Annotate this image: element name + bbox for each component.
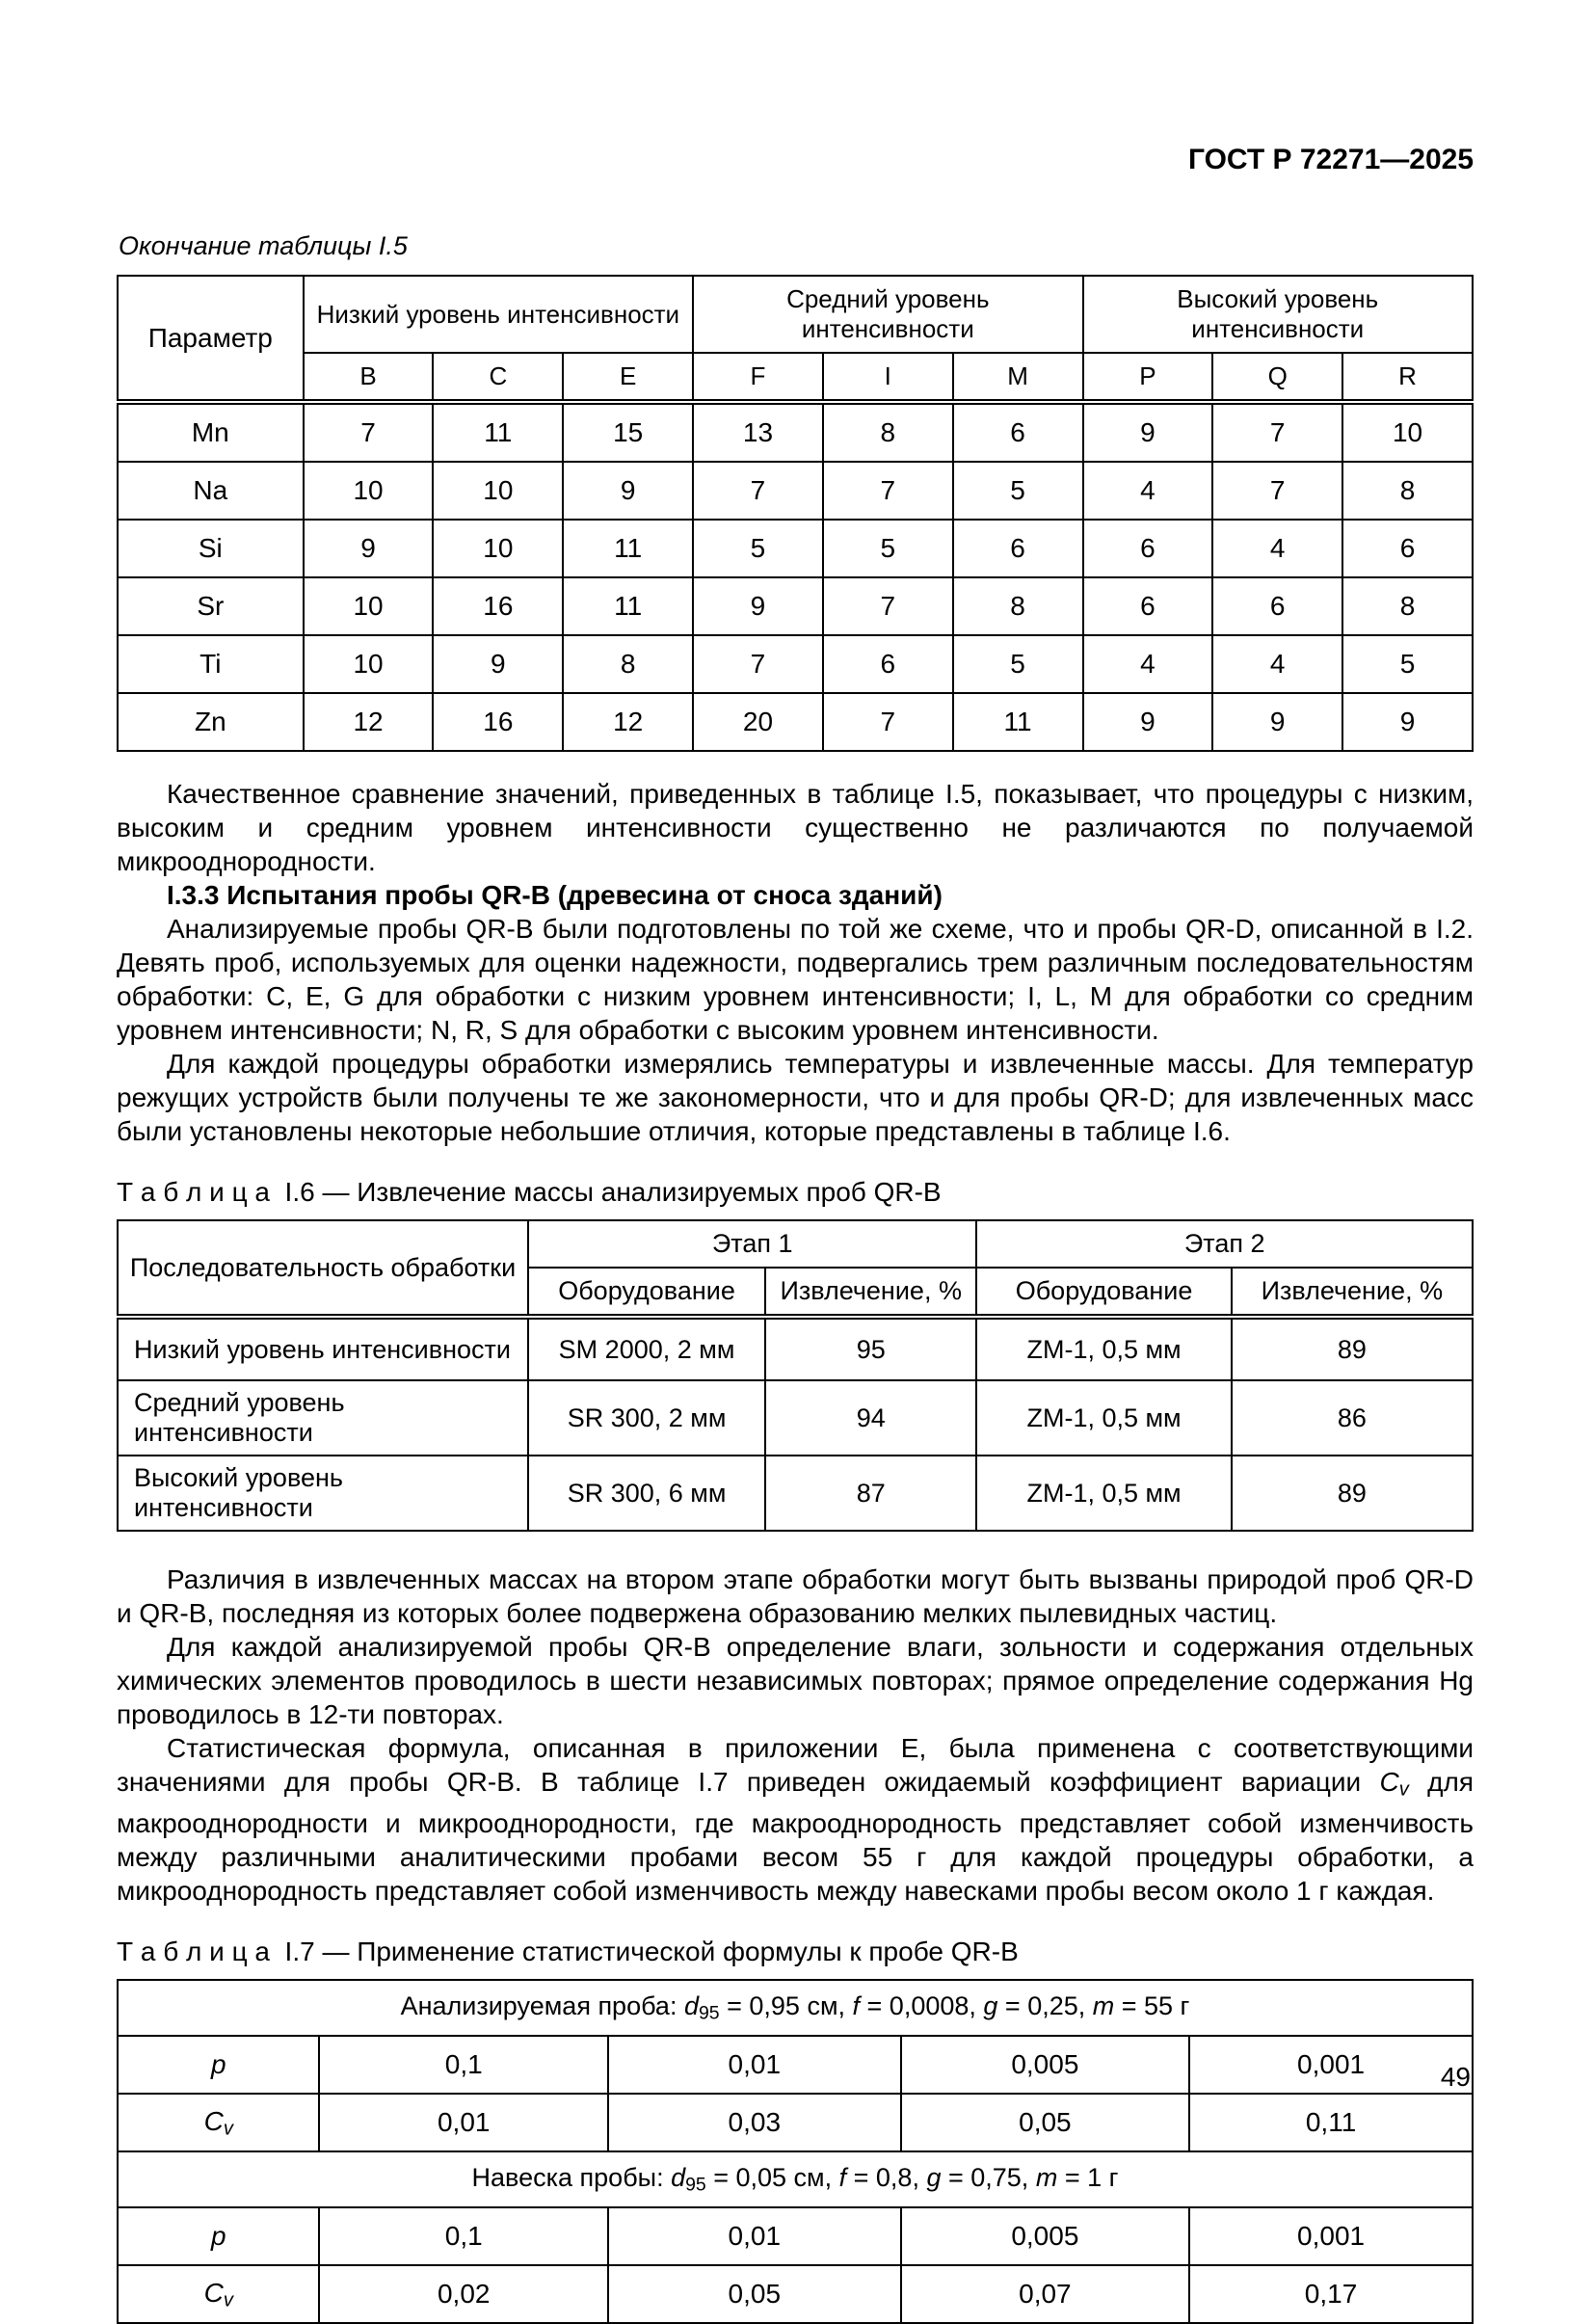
param-cell: Ti xyxy=(118,635,304,693)
column-group-stage2: Этап 2 xyxy=(976,1220,1473,1268)
cell: 0,02 xyxy=(319,2265,607,2323)
group-header-test-portion: Навеска пробы: d95 = 0,05 см, f = 0,8, g = 0,75, m = 1 г xyxy=(118,2151,1473,2207)
cell: 10 xyxy=(1342,402,1473,462)
column-group-medium-intensity: Средний уровень интенсивности xyxy=(693,276,1082,353)
table-i5 xyxy=(117,275,1474,752)
table-row xyxy=(118,276,1473,353)
cell: 5 xyxy=(693,520,823,577)
cell: 8 xyxy=(1342,462,1473,520)
row-label-p: p xyxy=(118,2036,319,2094)
table-row xyxy=(118,635,1473,693)
cell: 9 xyxy=(693,577,823,635)
paragraph: Статистическая формула, описанная в приложении E, была применена с соответствующими значениями для пробы QR-B. В таблице I.7 приведен ожидаемый коэффициент вариации Cv для макрооднородности и микрооднородности, где макрооднородность представляет собой изменчивость между различными аналитическими пробами весом 55 г для каждой процедуры обработки, а микрооднородность представляет собой изменчивость между навесками пробы весом около 1 г каждая. xyxy=(117,1733,1474,1907)
cell: 8 xyxy=(953,577,1083,635)
column-header: M xyxy=(953,353,1083,402)
cell: 7 xyxy=(823,462,953,520)
cell: 0,1 xyxy=(319,2207,607,2265)
table-row xyxy=(118,2036,1473,2094)
table-i6 xyxy=(117,1219,1474,1532)
cell: 15 xyxy=(563,402,693,462)
column-header: P xyxy=(1083,353,1213,402)
cell: 9 xyxy=(433,635,563,693)
cell: 6 xyxy=(1083,520,1213,577)
cell: 13 xyxy=(693,402,823,462)
section-heading-i33: I.3.3 Испытания пробы QR-B (древесина от сноса зданий) xyxy=(167,880,943,910)
table-row xyxy=(118,1456,1473,1531)
column-group-high-intensity: Высокий уровень интенсивности xyxy=(1083,276,1474,353)
sequence-cell: Высокий уровень интенсивности xyxy=(118,1456,528,1531)
cell: 9 xyxy=(1083,402,1213,462)
cell: 6 xyxy=(953,520,1083,577)
cell: ZM-1, 0,5 мм xyxy=(976,1380,1231,1456)
table-row xyxy=(118,2265,1473,2323)
cell: 7 xyxy=(823,693,953,751)
column-header: F xyxy=(693,353,823,402)
cell: 95 xyxy=(765,1317,976,1380)
param-cell: Sr xyxy=(118,577,304,635)
column-header: Оборудование xyxy=(976,1268,1231,1317)
cell: ZM-1, 0,5 мм xyxy=(976,1456,1231,1531)
column-header: Извлечение, % xyxy=(1232,1268,1473,1317)
cell: 0,17 xyxy=(1189,2265,1473,2323)
cell: 9 xyxy=(1342,693,1473,751)
cell: 10 xyxy=(433,520,563,577)
cell: 89 xyxy=(1232,1456,1473,1531)
cell: 9 xyxy=(1083,693,1213,751)
row-label-cv: Cv xyxy=(118,2265,319,2323)
row-label-cv: Cv xyxy=(118,2094,319,2151)
table-row xyxy=(118,1980,1473,2036)
cell: 0,001 xyxy=(1189,2207,1473,2265)
cell: 0,05 xyxy=(608,2265,901,2323)
cell: 7 xyxy=(1212,462,1342,520)
table-row xyxy=(118,693,1473,751)
table-row xyxy=(118,520,1473,577)
cell: 6 xyxy=(1212,577,1342,635)
row-label-p: p xyxy=(118,2207,319,2265)
cell: 6 xyxy=(1083,577,1213,635)
paragraph: Анализируемые пробы QR-B были подготовлены по той же схеме, что и пробы QR-D, описанной в I.2. Девять проб, используемых для оценки надежности, подвергались трем различным последовательностям обработки: C, E, G для обработки с низким уровнем интенсивности; I, L, M для обработки со средним уровнем интенсивности; N, R, S для обработки с высоким уровнем интенсивности. xyxy=(117,914,1474,1045)
column-header: R xyxy=(1342,353,1473,402)
cell: 0,11 xyxy=(1189,2094,1473,2151)
cell: 11 xyxy=(953,693,1083,751)
column-header: Q xyxy=(1212,353,1342,402)
sequence-cell: Средний уровень интенсивности xyxy=(118,1380,528,1456)
cell: 8 xyxy=(823,402,953,462)
cell: SM 2000, 2 мм xyxy=(528,1317,765,1380)
paragraph: Для каждой анализируемой пробы QR-B определение влаги, зольности и содержания отдельных химических элементов проводилось в шести независимых повторах; прямое определение содержания Hg проводилось в 12-ти повторах. xyxy=(117,1632,1474,1729)
cell: 5 xyxy=(823,520,953,577)
cell: 86 xyxy=(1232,1380,1473,1456)
table-row xyxy=(118,2094,1473,2151)
cell: 7 xyxy=(693,635,823,693)
cell: 0,07 xyxy=(901,2265,1189,2323)
cell: 8 xyxy=(563,635,693,693)
cell: 8 xyxy=(1342,577,1473,635)
column-header: Оборудование xyxy=(528,1268,765,1317)
cell: 12 xyxy=(304,693,434,751)
cell: 9 xyxy=(304,520,434,577)
cell: 0,001 xyxy=(1189,2036,1473,2094)
cell: 87 xyxy=(765,1456,976,1531)
table-row xyxy=(118,353,1473,402)
cell: 0,01 xyxy=(608,2207,901,2265)
cell: 4 xyxy=(1212,635,1342,693)
table-i7 xyxy=(117,1979,1474,2324)
cell: 0,01 xyxy=(319,2094,607,2151)
cell: 12 xyxy=(563,693,693,751)
column-header: B xyxy=(304,353,434,402)
table-row xyxy=(118,1380,1473,1456)
document-number: ГОСТ Р 72271—2025 xyxy=(1187,144,1474,175)
cell: 7 xyxy=(304,402,434,462)
column-header-parameter: Параметр xyxy=(118,276,304,402)
page-number: 49 xyxy=(1440,2062,1471,2092)
cell: 6 xyxy=(1342,520,1473,577)
cell: 11 xyxy=(563,577,693,635)
cell: SR 300, 6 мм xyxy=(528,1456,765,1531)
cell: 20 xyxy=(693,693,823,751)
cell: ZM-1, 0,5 мм xyxy=(976,1317,1231,1380)
cell: 94 xyxy=(765,1380,976,1456)
column-header: Извлечение, % xyxy=(765,1268,976,1317)
table-row xyxy=(118,2151,1473,2207)
cell: 89 xyxy=(1232,1317,1473,1380)
table-row xyxy=(118,577,1473,635)
column-header: C xyxy=(433,353,563,402)
sequence-cell: Низкий уровень интенсивности xyxy=(118,1317,528,1380)
cell: 4 xyxy=(1083,462,1213,520)
table-row xyxy=(118,1317,1473,1380)
cell: 7 xyxy=(693,462,823,520)
cell: 9 xyxy=(1212,693,1342,751)
cell: 7 xyxy=(823,577,953,635)
param-cell: Zn xyxy=(118,693,304,751)
column-header: I xyxy=(823,353,953,402)
paragraph: Для каждой процедуры обработки измерялись температуры и извлеченные массы. Для температур режущих устройств были получены те же закономерности, что и для пробы QR-D; для извлеченных масс были установлены некоторые небольшие отличия, которые представлены в таблице I.6. xyxy=(117,1049,1474,1146)
column-header: E xyxy=(563,353,693,402)
cell: 10 xyxy=(304,462,434,520)
group-header-analyzed-sample: Анализируемая проба: d95 = 0,95 см, f = 0,0008, g = 0,25, m = 55 г xyxy=(118,1980,1473,2036)
table-row xyxy=(118,462,1473,520)
table-i5-continuation-caption: Окончание таблицы I.5 xyxy=(119,231,408,260)
cell: 10 xyxy=(304,635,434,693)
column-group-low-intensity: Низкий уровень интенсивности xyxy=(304,276,693,353)
cell: 5 xyxy=(953,635,1083,693)
cell: 9 xyxy=(563,462,693,520)
param-cell: Mn xyxy=(118,402,304,462)
param-cell: Si xyxy=(118,520,304,577)
table-i7-caption: Т а б л и ц а I.7 — Применение статистической формулы к пробе QR-B xyxy=(117,1937,1019,1967)
cell: 5 xyxy=(953,462,1083,520)
cell: 4 xyxy=(1083,635,1213,693)
table-row xyxy=(118,2207,1473,2265)
cell: 0,03 xyxy=(608,2094,901,2151)
cell: 6 xyxy=(823,635,953,693)
cell: 0,01 xyxy=(608,2036,901,2094)
cell: 6 xyxy=(953,402,1083,462)
table-i6-caption: Т а б л и ц а I.6 — Извлечение массы анализируемых проб QR-B xyxy=(117,1177,942,1207)
cell: 0,005 xyxy=(901,2036,1189,2094)
cell: 7 xyxy=(1212,402,1342,462)
cell: SR 300, 2 мм xyxy=(528,1380,765,1456)
cell: 10 xyxy=(433,462,563,520)
cell: 11 xyxy=(563,520,693,577)
table-row xyxy=(118,402,1473,462)
cell: 11 xyxy=(433,402,563,462)
cell: 0,1 xyxy=(319,2036,607,2094)
cell: 10 xyxy=(304,577,434,635)
cell: 5 xyxy=(1342,635,1473,693)
cell: 0,05 xyxy=(901,2094,1189,2151)
column-header-sequence: Последовательность обработки xyxy=(118,1220,528,1317)
cell: 0,005 xyxy=(901,2207,1189,2265)
paragraph: Качественное сравнение значений, приведенных в таблице I.5, показывает, что процедуры с низким, высоким и средним уровнем интенсивности существенно не различаются по получаемой микрооднородности. xyxy=(117,779,1474,876)
table-row xyxy=(118,1220,1473,1268)
param-cell: Na xyxy=(118,462,304,520)
cell: 16 xyxy=(433,577,563,635)
cell: 16 xyxy=(433,693,563,751)
cell: 4 xyxy=(1212,520,1342,577)
column-group-stage1: Этап 1 xyxy=(528,1220,976,1268)
paragraph: Различия в извлеченных массах на втором этапе обработки могут быть вызваны природой проб QR-D и QR-B, последняя из которых более подвержена образованию мелких пылевидных частиц. xyxy=(117,1564,1474,1628)
